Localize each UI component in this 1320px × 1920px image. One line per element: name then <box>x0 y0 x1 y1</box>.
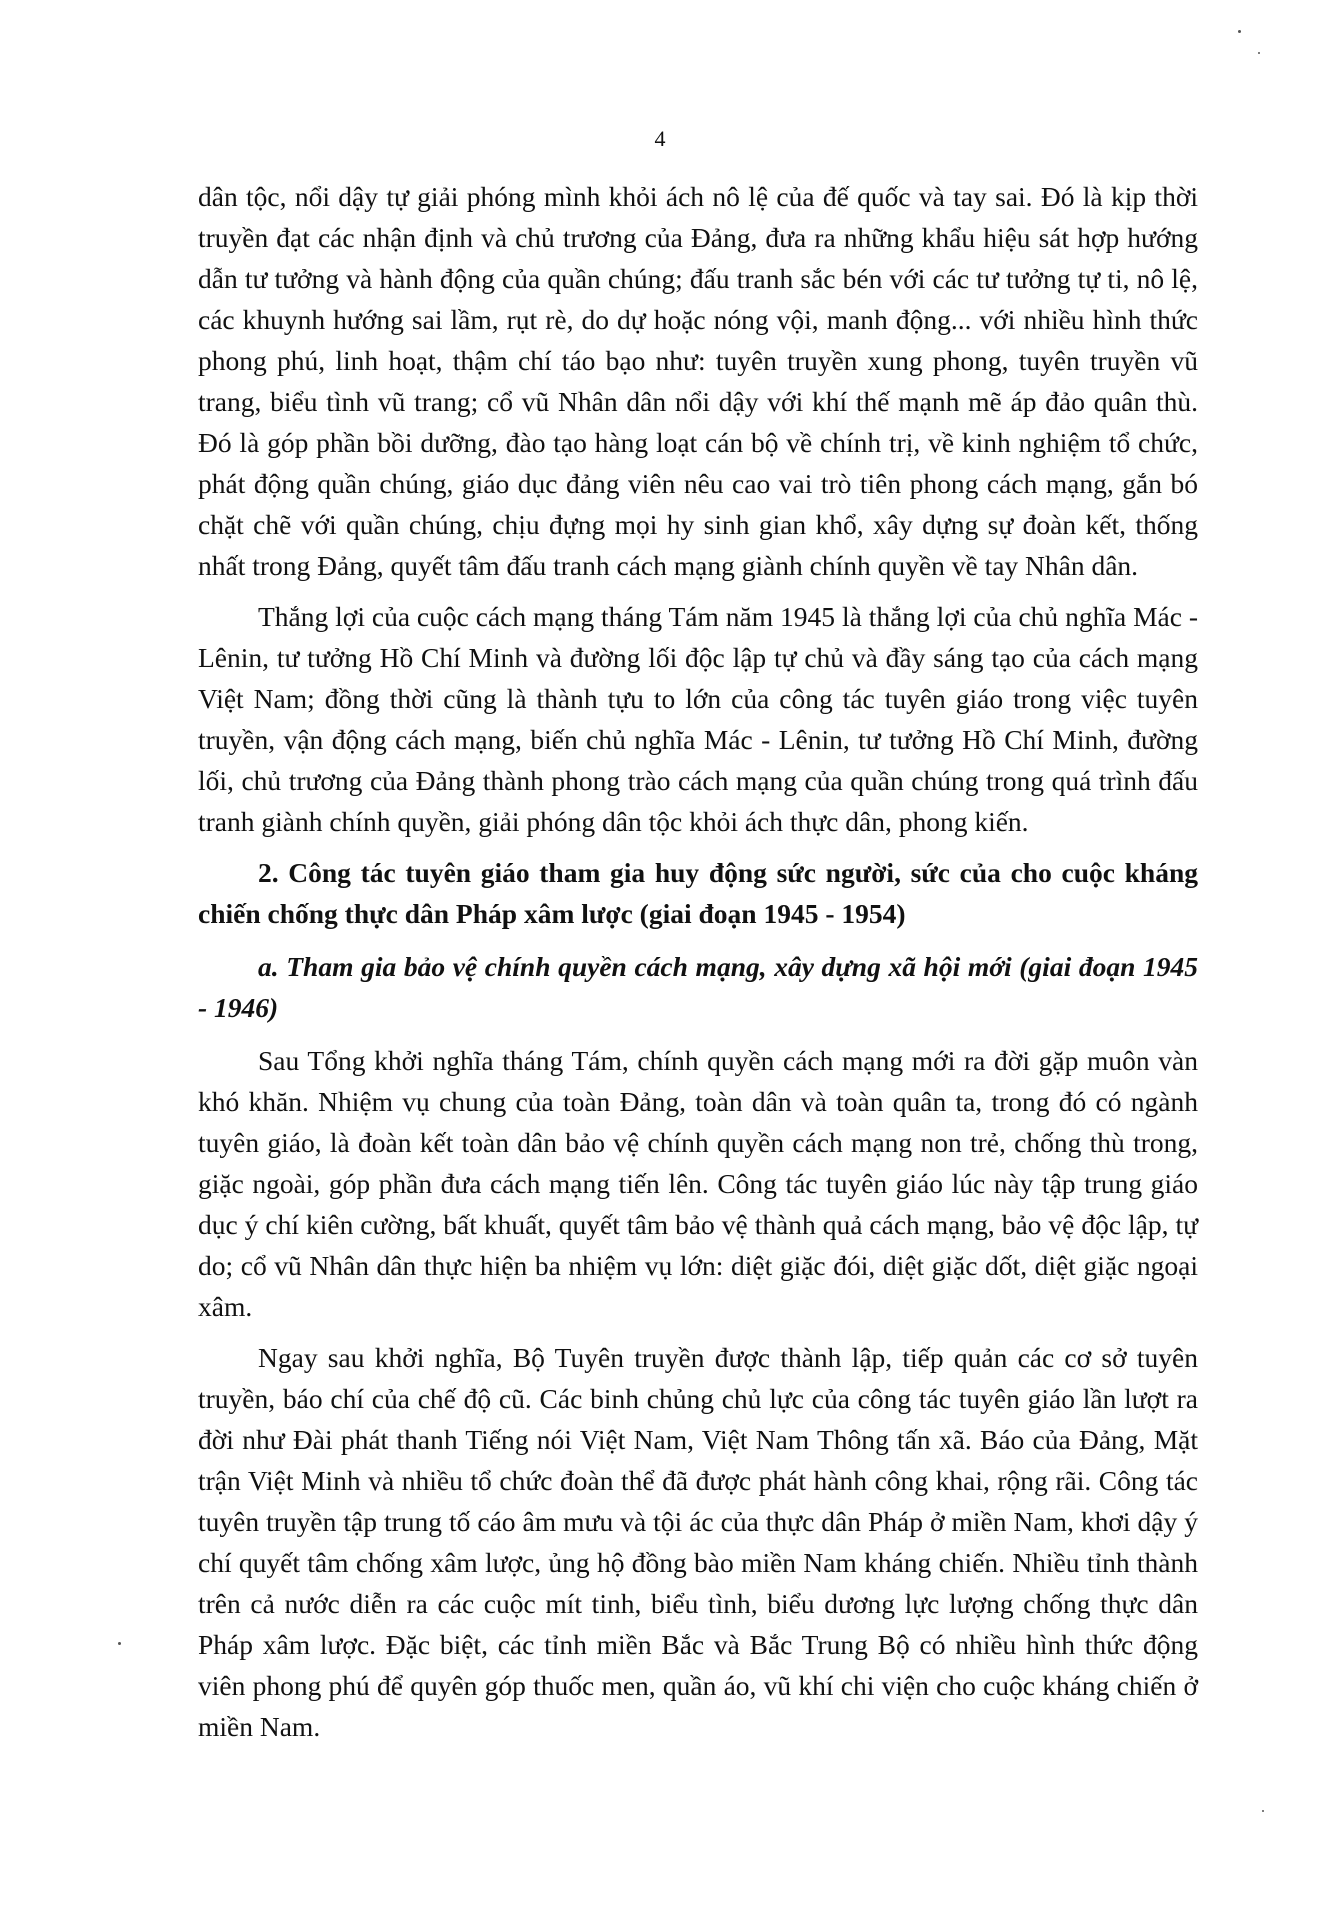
paragraph-after-uprising: Sau Tổng khởi nghĩa tháng Tám, chính quyền cách mạng mới ra đời gặp muôn vàn khó khăn. Nhiệm vụ chung của toàn Đảng, toàn dân và toàn quân ta, trong đó có ngành tuyên giáo, là đoàn kết toàn dân bảo vệ chính quyền cách mạng non trẻ, chống thù trong, giặc ngoài, góp phần đưa cách mạng tiến lên. Công tác tuyên giáo lúc này tập trung giáo dục ý chí kiên cường, bất khuất, quyết tâm bảo vệ thành quả cách mạng, bảo vệ độc lập, tự do; cổ vũ Nhân dân thực hiện ba nhiệm vụ lớn: diệt giặc đói, diệt giặc dốt, diệt giặc ngoại xâm. <box>198 1045 1198 1322</box>
scan-speck <box>1258 52 1260 54</box>
scan-speck <box>1238 30 1241 33</box>
scan-speck <box>118 1642 121 1645</box>
document-body <box>198 176 1198 1757</box>
paragraph-propaganda-ministry: Ngay sau khởi nghĩa, Bộ Tuyên truyền được thành lập, tiếp quản các cơ sở tuyên truyền, báo chí của chế độ cũ. Các binh chủng chủ lực của công tác tuyên giáo lần lượt ra đời như Đài phát thanh Tiếng nói Việt Nam, Việt Nam Thông tấn xã. Báo của Đảng, Mặt trận Việt Minh và nhiều tổ chức đoàn thể đã được phát hành công khai, rộng rãi. Công tác tuyên truyền tập trung tố cáo âm mưu và tội ác của thực dân Pháp ở miền Nam, khơi dậy ý chí quyết tâm chống xâm lược, ủng hộ đồng bào miền Nam kháng chiến. Nhiều tỉnh thành trên cả nước diễn ra các cuộc mít tinh, biểu tình, biểu dương lực lượng chống thực dân Pháp xâm lược. Đặc biệt, các tỉnh miền Bắc và Bắc Trung Bộ có nhiều hình thức động viên phong phú để quyên góp thuốc men, quần áo, vũ khí chi viện cho cuộc kháng chiến ở miền Nam. <box>198 1342 1198 1742</box>
paragraph-continued: dân tộc, nổi dậy tự giải phóng mình khỏi ách nô lệ của đế quốc và tay sai. Đó là kịp thời truyền đạt các nhận định và chủ trương của Đảng, đưa ra những khẩu hiệu sát hợp hướng dẫn tư tưởng và hành động của quần chúng; đấu tranh sắc bén với các tư tưởng tự ti, nô lệ, các khuynh hướng sai lầm, rụt rè, do dự hoặc nóng vội, manh động... với nhiều hình thức phong phú, linh hoạt, thậm chí táo bạo như: tuyên truyền xung phong, tuyên truyền vũ trang, biểu tình vũ trang; cổ vũ Nhân dân nổi dậy với khí thế mạnh mẽ áp đảo quân thù. Đó là góp phần bồi dưỡng, đào tạo hàng loạt cán bộ về chính trị, về kinh nghiệm tổ chức, phát động quần chúng, giáo dục đảng viên nêu cao vai trò tiên phong cách mạng, gắn bó chặt chẽ với quần chúng, chịu đựng mọi hy sinh gian khổ, xây dựng sự đoàn kết, thống nhất trong Đảng, quyết tâm đấu tranh cách mạng giành chính quyền về tay Nhân dân. <box>198 181 1198 581</box>
subsection-heading: a. Tham gia bảo vệ chính quyền cách mạng, xây dựng xã hội mới (giai đoạn 1945 - 1946) <box>198 951 1198 1023</box>
scan-speck <box>1262 1810 1264 1812</box>
paragraph-victory: Thắng lợi của cuộc cách mạng tháng Tám năm 1945 là thắng lợi của chủ nghĩa Mác - Lênin, tư tưởng Hồ Chí Minh và đường lối độc lập tự chủ và đầy sáng tạo của cách mạng Việt Nam; đồng thời cũng là thành tựu to lớn của công tác tuyên giáo trong việc tuyên truyền, vận động cách mạng, biến chủ nghĩa Mác - Lênin, tư tưởng Hồ Chí Minh, đường lối, chủ trương của Đảng thành phong trào cách mạng của quần chúng trong quá trình đấu tranh giành chính quyền, giải phóng dân tộc khỏi ách thực dân, phong kiến. <box>198 601 1198 837</box>
page-number: 4 <box>654 126 666 151</box>
section-heading: 2. Công tác tuyên giáo tham gia huy động sức người, sức của cho cuộc kháng chiến chống thực dân Pháp xâm lược (giai đoạn 1945 - 1954) <box>198 857 1198 929</box>
